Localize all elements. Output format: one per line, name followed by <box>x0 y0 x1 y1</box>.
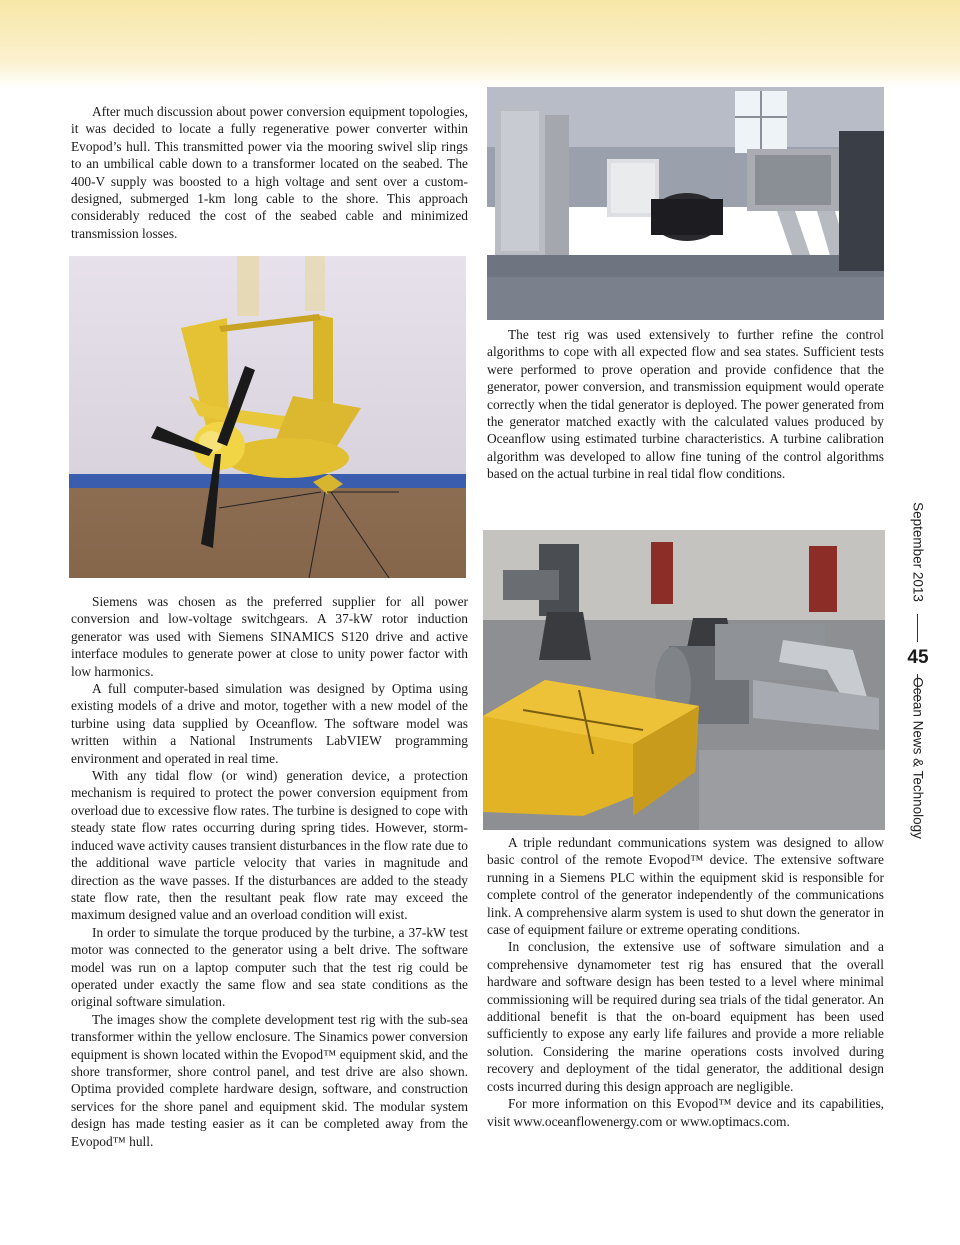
evopod-turbine-render-image <box>69 256 466 578</box>
divider <box>917 614 918 642</box>
page-number: 45 <box>907 647 929 668</box>
shore-control-panel-photo <box>487 87 884 320</box>
article-column-right-bottom <box>487 834 884 1130</box>
paragraph: A triple redundant communications system was designed to allow basic control of the remote Evopod™ device. The extensive software running in a Siemens PLC within the equipment skid is responsible for complete control of the generator independently of the communications link. A comprehensive alarm system is used to shut down the generator in case of equipment failure or extreme operating conditions. <box>487 835 884 938</box>
paragraph: In order to simulate the torque produced by the turbine, a 37-kW test motor was connected to the generator using a belt drive. The software model was run on a laptop computer such that the test rig could be operated under exactly the same flow and sea state conditions as the original software simulation. <box>71 924 468 1010</box>
article-column-right-mid <box>487 326 884 483</box>
publication-name: Ocean News & Technology <box>910 677 926 839</box>
header-band <box>0 0 960 88</box>
paragraph: A full computer-based simulation was designed by Optima using existing models of a drive and motor, together with a new model of the turbine using data supplied by Oceanflow. The software model was written within a National Instruments LabVIEW programming environment and operated in real time. <box>71 681 468 766</box>
paragraph: For more information on this Evopod™ device and its capabilities, visit www.oceanflowenergy.com or www.optimacs.com. <box>487 1096 884 1129</box>
issue-date: September 2013 <box>910 502 926 602</box>
article-column-left-bottom <box>71 593 468 1150</box>
article-column-left-top <box>71 103 468 242</box>
paragraph: Siemens was chosen as the preferred supplier for all power conversion and low-voltage switchgears. A 37-kW rotor induction generator was used with Siemens SINAMICS S120 drive and active interface modules to generate power at close to unity power factor with low harmonics. <box>71 594 468 679</box>
paragraph: The test rig was used extensively to further refine the control algorithms to cope with all expected flow and sea states. Sufficient tests were performed to prove operation and provide confidence that the generator, power conversion, and transmission equipment would operate correctly when the tidal generator is deployed. The power generated from the generator matched exactly with the calculated values produced by Oceanflow using estimated turbine characteristics. A turbine calibration algorithm was developed to allow fine tuning of the control algorithms based on the actual turbine in real tidal flow conditions. <box>487 327 884 482</box>
paragraph: In conclusion, the extensive use of software simulation and a comprehensive dynamometer test rig has ensured that the overall hardware and software design has been tested to a level where minimal commissioning will be required during sea trials of the tidal generator. An additional benefit is that the on-board equipment has been used sufficiently to expose any early life failures and provide a more reliable solution. Considering the marine operations costs involved during recovery and deployment of the tidal generator, the additional design costs incurred during this design approach are negligible. <box>487 939 884 1094</box>
paragraph: With any tidal flow (or wind) generation device, a protection mechanism is required to protect the power conversion equipment from overload due to excessive flow rates. The turbine is designed to cope with steady state flow rates occurring during spring tides. However, storm-induced wave activity causes transient disturbances in the flow rate due to the additional wave particle velocity that varies in magnitude and direction as the wave passes. If the disturbances are added to the steady state flow rate, then the resultant peak flow rate may exceed the maximum designed value and an overload condition will exist. <box>71 768 468 923</box>
paragraph: After much discussion about power conversion equipment topologies, it was decided to locate a fully regenerative power converter within Evopod’s hull. This transmitted power via the mooring swivel slip rings to an umbilical cable down to a transformer located on the seabed. The 400-V supply was boosted to a high voltage and sent over a custom-designed, submerged 1-km long cable to the shore. This approach considerably reduced the cost of the seabed cable and minimized transmission losses. <box>71 104 468 241</box>
page-folio-sidebar <box>898 490 938 850</box>
paragraph: The images show the complete development test rig with the sub-sea transformer within the yellow enclosure. The Sinamics power conversion equipment is shown located within the Evopod™ equipment skid, and the shore transformer, shore control panel, and test drive are also shown. Optima provided complete hardware design, software, and construction services for the shore panel and equipment skid. The modular system design has made testing easier as it can be completed away from the Evopod™ hull. <box>71 1011 468 1149</box>
test-rig-photo <box>483 530 885 830</box>
